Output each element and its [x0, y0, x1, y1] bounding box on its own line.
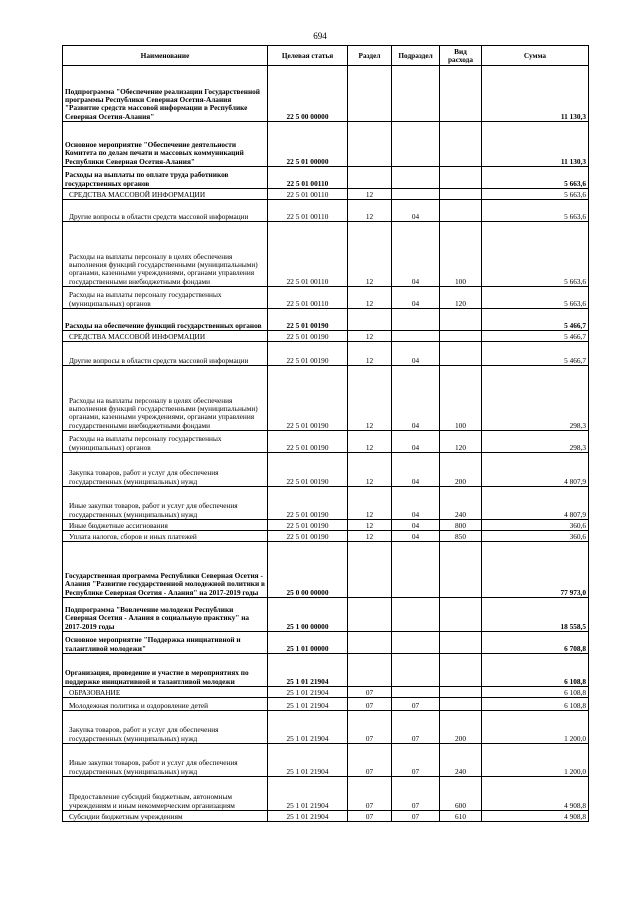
- row-sum: 6 108,8: [482, 687, 589, 698]
- row-name: Субсидии бюджетным учреждениям: [63, 811, 268, 822]
- row-target-code: 25 1 00 00000: [268, 598, 348, 632]
- row-sum: 6 108,8: [482, 654, 589, 687]
- row-section: [348, 632, 392, 654]
- row-section: 12: [348, 366, 392, 431]
- row-target-code: 22 5 01 00110: [268, 222, 348, 287]
- row-sum: 6 108,8: [482, 698, 589, 711]
- row-subsection: 04: [392, 287, 440, 309]
- row-subsection: 04: [392, 487, 440, 520]
- row-sum: 5 466,7: [482, 309, 589, 331]
- header-target: Целевая статья: [268, 46, 348, 66]
- row-section: 12: [348, 453, 392, 487]
- row-target-code: 22 5 01 00190: [268, 342, 348, 366]
- table-row: [63, 598, 589, 632]
- row-section: 07: [348, 698, 392, 711]
- row-name: Иные бюджетные ассигнования: [63, 520, 268, 531]
- row-target-code: 22 5 01 00000: [268, 122, 348, 167]
- row-subsection: [392, 309, 440, 331]
- row-expense-type: [440, 122, 482, 167]
- row-subsection: 04: [392, 453, 440, 487]
- row-section: 12: [348, 520, 392, 531]
- table-row: [63, 744, 589, 777]
- row-target-code: 25 1 01 21904: [268, 687, 348, 698]
- row-target-code: 25 1 01 21904: [268, 698, 348, 711]
- row-target-code: 22 5 01 00190: [268, 531, 348, 542]
- table-row: [63, 687, 589, 698]
- header-section: Раздел: [348, 46, 392, 66]
- row-section: 12: [348, 331, 392, 342]
- row-target-code: 22 5 01 00110: [268, 287, 348, 309]
- table-row: [63, 531, 589, 542]
- table-row: [63, 431, 589, 453]
- table-row: [63, 777, 589, 811]
- row-expense-type: 800: [440, 520, 482, 531]
- row-name: Расходы на обеспечение функций государственных органов: [63, 309, 268, 331]
- row-section: 07: [348, 711, 392, 744]
- row-expense-type: [440, 687, 482, 698]
- row-expense-type: 100: [440, 222, 482, 287]
- row-name: Государственная программа Республики Северная Осетия - Алания "Развитие государственной молодежной политики в Республике Северная Осетия - Алания" на 2017-2019 годы: [63, 542, 268, 598]
- row-target-code: 22 5 01 00190: [268, 331, 348, 342]
- row-sum: 360,6: [482, 531, 589, 542]
- row-subsection: 07: [392, 811, 440, 822]
- row-subsection: 04: [392, 222, 440, 287]
- row-name: Закупка товаров, работ и услуг для обеспечения государственных (муниципальных) нужд: [63, 711, 268, 744]
- table-row: [63, 309, 589, 331]
- row-subsection: [392, 598, 440, 632]
- row-sum: 5 663,6: [482, 222, 589, 287]
- row-target-code: 25 1 01 21904: [268, 811, 348, 822]
- row-subsection: 04: [392, 531, 440, 542]
- row-target-code: 25 1 01 21904: [268, 777, 348, 811]
- table-row: [63, 366, 589, 431]
- row-sum: 298,3: [482, 431, 589, 453]
- row-target-code: 22 5 01 00190: [268, 487, 348, 520]
- table-row: [63, 122, 589, 167]
- row-name: ОБРАЗОВАНИЕ: [63, 687, 268, 698]
- row-expense-type: 120: [440, 287, 482, 309]
- table-row: [63, 711, 589, 744]
- row-expense-type: 850: [440, 531, 482, 542]
- row-target-code: 25 1 01 00000: [268, 632, 348, 654]
- row-target-code: 22 5 01 00110: [268, 189, 348, 200]
- row-section: [348, 654, 392, 687]
- row-sum: 6 708,8: [482, 632, 589, 654]
- row-section: [348, 167, 392, 189]
- row-section: 12: [348, 200, 392, 222]
- row-name: Расходы на выплаты персоналу государственных (муниципальных) органов: [63, 287, 268, 309]
- row-name: Подпрограмма "Вовлечение молодежи Республики Северная Осетия - Алания в социальную практику" на 2017-2019 годы: [63, 598, 268, 632]
- row-section: 07: [348, 777, 392, 811]
- row-target-code: 25 0 00 00000: [268, 542, 348, 598]
- header-name: Наименование: [63, 46, 268, 66]
- row-expense-type: 240: [440, 744, 482, 777]
- row-sum: 4 908,8: [482, 777, 589, 811]
- row-expense-type: [440, 698, 482, 711]
- row-target-code: 22 5 01 00190: [268, 431, 348, 453]
- row-name: Расходы на выплаты персоналу государственных (муниципальных) органов: [63, 431, 268, 453]
- row-sum: 5 663,6: [482, 167, 589, 189]
- row-expense-type: [440, 189, 482, 200]
- row-subsection: 07: [392, 777, 440, 811]
- table-header-row: [63, 46, 589, 66]
- row-subsection: 04: [392, 200, 440, 222]
- row-subsection: 07: [392, 711, 440, 744]
- table-row: [63, 189, 589, 200]
- row-name: Расходы на выплаты персоналу в целях обеспечения выполнения функций государственными (муниципальными) органами, казенными учреждениями, органами управления государственными внебюджетными фондами: [63, 222, 268, 287]
- table-row: [63, 632, 589, 654]
- row-target-code: 22 5 01 00110: [268, 200, 348, 222]
- row-name: Уплата налогов, сборов и иных платежей: [63, 531, 268, 542]
- row-section: 12: [348, 342, 392, 366]
- table-row: [63, 222, 589, 287]
- row-subsection: 04: [392, 342, 440, 366]
- row-name: Основное мероприятие "Поддержка инициативной и талантливой молодежи": [63, 632, 268, 654]
- table-row: [63, 287, 589, 309]
- row-section: [348, 542, 392, 598]
- row-sum: 1 200,0: [482, 744, 589, 777]
- row-sum: 77 973,0: [482, 542, 589, 598]
- row-name: Расходы на выплаты персоналу в целях обеспечения выполнения функций государственными (муниципальными) органами, казенными учреждениями, органами управления государственными внебюджетными фондами: [63, 366, 268, 431]
- row-name: Закупка товаров, работ и услуг для обеспечения государственных (муниципальных) нужд: [63, 453, 268, 487]
- row-name: Иные закупки товаров, работ и услуг для обеспечения государственных (муниципальных) нужд: [63, 487, 268, 520]
- table-row: [63, 453, 589, 487]
- row-expense-type: [440, 342, 482, 366]
- row-name: Предоставление субсидий бюджетным, автономным учреждениям и иным некоммерческим организациям: [63, 777, 268, 811]
- row-expense-type: [440, 632, 482, 654]
- table-row: [63, 698, 589, 711]
- row-expense-type: [440, 200, 482, 222]
- row-target-code: 25 1 01 21904: [268, 744, 348, 777]
- row-sum: 5 663,6: [482, 200, 589, 222]
- row-sum: 4 807,9: [482, 487, 589, 520]
- row-subsection: [392, 654, 440, 687]
- table-row: [63, 542, 589, 598]
- table-row: [63, 331, 589, 342]
- row-section: [348, 66, 392, 122]
- row-name: Другие вопросы в области средств массовой информации: [63, 200, 268, 222]
- row-sum: 298,3: [482, 366, 589, 431]
- row-expense-type: 100: [440, 366, 482, 431]
- row-expense-type: [440, 542, 482, 598]
- row-target-code: 22 5 00 00000: [268, 66, 348, 122]
- row-name: Подпрограмма "Обеспечение реализации Государственной программы Республики Северная Осетия-Алания "Развитие средств массовой информации в Республике Северная Осетия-Алания": [63, 66, 268, 122]
- row-subsection: [392, 542, 440, 598]
- row-name: СРЕДСТВА МАССОВОЙ ИНФОРМАЦИИ: [63, 331, 268, 342]
- row-subsection: [392, 632, 440, 654]
- row-expense-type: [440, 331, 482, 342]
- row-sum: 11 130,3: [482, 66, 589, 122]
- row-sum: 5 466,7: [482, 342, 589, 366]
- row-name: Основное мероприятие "Обеспечение деятельности Комитета по делам печати и массовых коммуникаций Республики Северная Осетия-Алания": [63, 122, 268, 167]
- row-target-code: 25 1 01 21904: [268, 654, 348, 687]
- row-expense-type: 600: [440, 777, 482, 811]
- row-expense-type: [440, 66, 482, 122]
- row-subsection: 04: [392, 431, 440, 453]
- row-section: [348, 309, 392, 331]
- row-expense-type: 200: [440, 711, 482, 744]
- row-expense-type: 240: [440, 487, 482, 520]
- header-subsection: Подраздел: [392, 46, 440, 66]
- row-subsection: [392, 189, 440, 200]
- row-expense-type: 200: [440, 453, 482, 487]
- row-section: 12: [348, 431, 392, 453]
- header-sum: Сумма: [482, 46, 589, 66]
- row-subsection: 04: [392, 366, 440, 431]
- row-target-code: 22 5 01 00190: [268, 520, 348, 531]
- row-sum: 1 200,0: [482, 711, 589, 744]
- row-section: 12: [348, 487, 392, 520]
- table-row: [63, 200, 589, 222]
- row-sum: 5 663,6: [482, 287, 589, 309]
- table-row: [63, 654, 589, 687]
- row-target-code: 22 5 01 00110: [268, 167, 348, 189]
- table-row: [63, 342, 589, 366]
- row-sum: 4 908,8: [482, 811, 589, 822]
- row-subsection: [392, 122, 440, 167]
- row-subsection: 07: [392, 698, 440, 711]
- row-section: 12: [348, 222, 392, 287]
- row-section: 12: [348, 287, 392, 309]
- row-name: Расходы на выплаты по оплате труда работников государственных органов: [63, 167, 268, 189]
- row-name: Другие вопросы в области средств массовой информации: [63, 342, 268, 366]
- row-target-code: 22 5 01 00190: [268, 366, 348, 431]
- table-row: [63, 520, 589, 531]
- row-expense-type: [440, 309, 482, 331]
- row-expense-type: 120: [440, 431, 482, 453]
- row-subsection: [392, 66, 440, 122]
- row-subsection: 07: [392, 744, 440, 777]
- row-subsection: [392, 331, 440, 342]
- budget-table: [62, 45, 589, 822]
- table-row: [63, 167, 589, 189]
- row-subsection: [392, 687, 440, 698]
- row-sum: 5 466,7: [482, 331, 589, 342]
- row-sum: 11 130,3: [482, 122, 589, 167]
- row-expense-type: 610: [440, 811, 482, 822]
- table-row: [63, 487, 589, 520]
- row-sum: 360,6: [482, 520, 589, 531]
- table-row: [63, 66, 589, 122]
- row-sum: 5 663,6: [482, 189, 589, 200]
- row-section: [348, 122, 392, 167]
- row-subsection: [392, 167, 440, 189]
- row-section: [348, 598, 392, 632]
- row-expense-type: [440, 167, 482, 189]
- row-expense-type: [440, 598, 482, 632]
- row-sum: 18 558,5: [482, 598, 589, 632]
- row-section: 12: [348, 531, 392, 542]
- row-expense-type: [440, 654, 482, 687]
- row-name: Иные закупки товаров, работ и услуг для обеспечения государственных (муниципальных) нужд: [63, 744, 268, 777]
- row-name: СРЕДСТВА МАССОВОЙ ИНФОРМАЦИИ: [63, 189, 268, 200]
- header-expense-type: Вид расхода: [440, 46, 482, 66]
- row-section: 07: [348, 687, 392, 698]
- row-sum: 4 807,9: [482, 453, 589, 487]
- row-target-code: 25 1 01 21904: [268, 711, 348, 744]
- row-section: 07: [348, 811, 392, 822]
- row-name: Молодежная политика и оздоровление детей: [63, 698, 268, 711]
- page-number: 694: [313, 31, 327, 41]
- row-target-code: 22 5 01 00190: [268, 453, 348, 487]
- row-section: 12: [348, 189, 392, 200]
- row-name: Организация, проведение и участие в мероприятиях по поддержке инициативной и талантливой молодежи: [63, 654, 268, 687]
- row-subsection: 04: [392, 520, 440, 531]
- row-section: 07: [348, 744, 392, 777]
- table-row: [63, 811, 589, 822]
- row-target-code: 22 5 01 00190: [268, 309, 348, 331]
